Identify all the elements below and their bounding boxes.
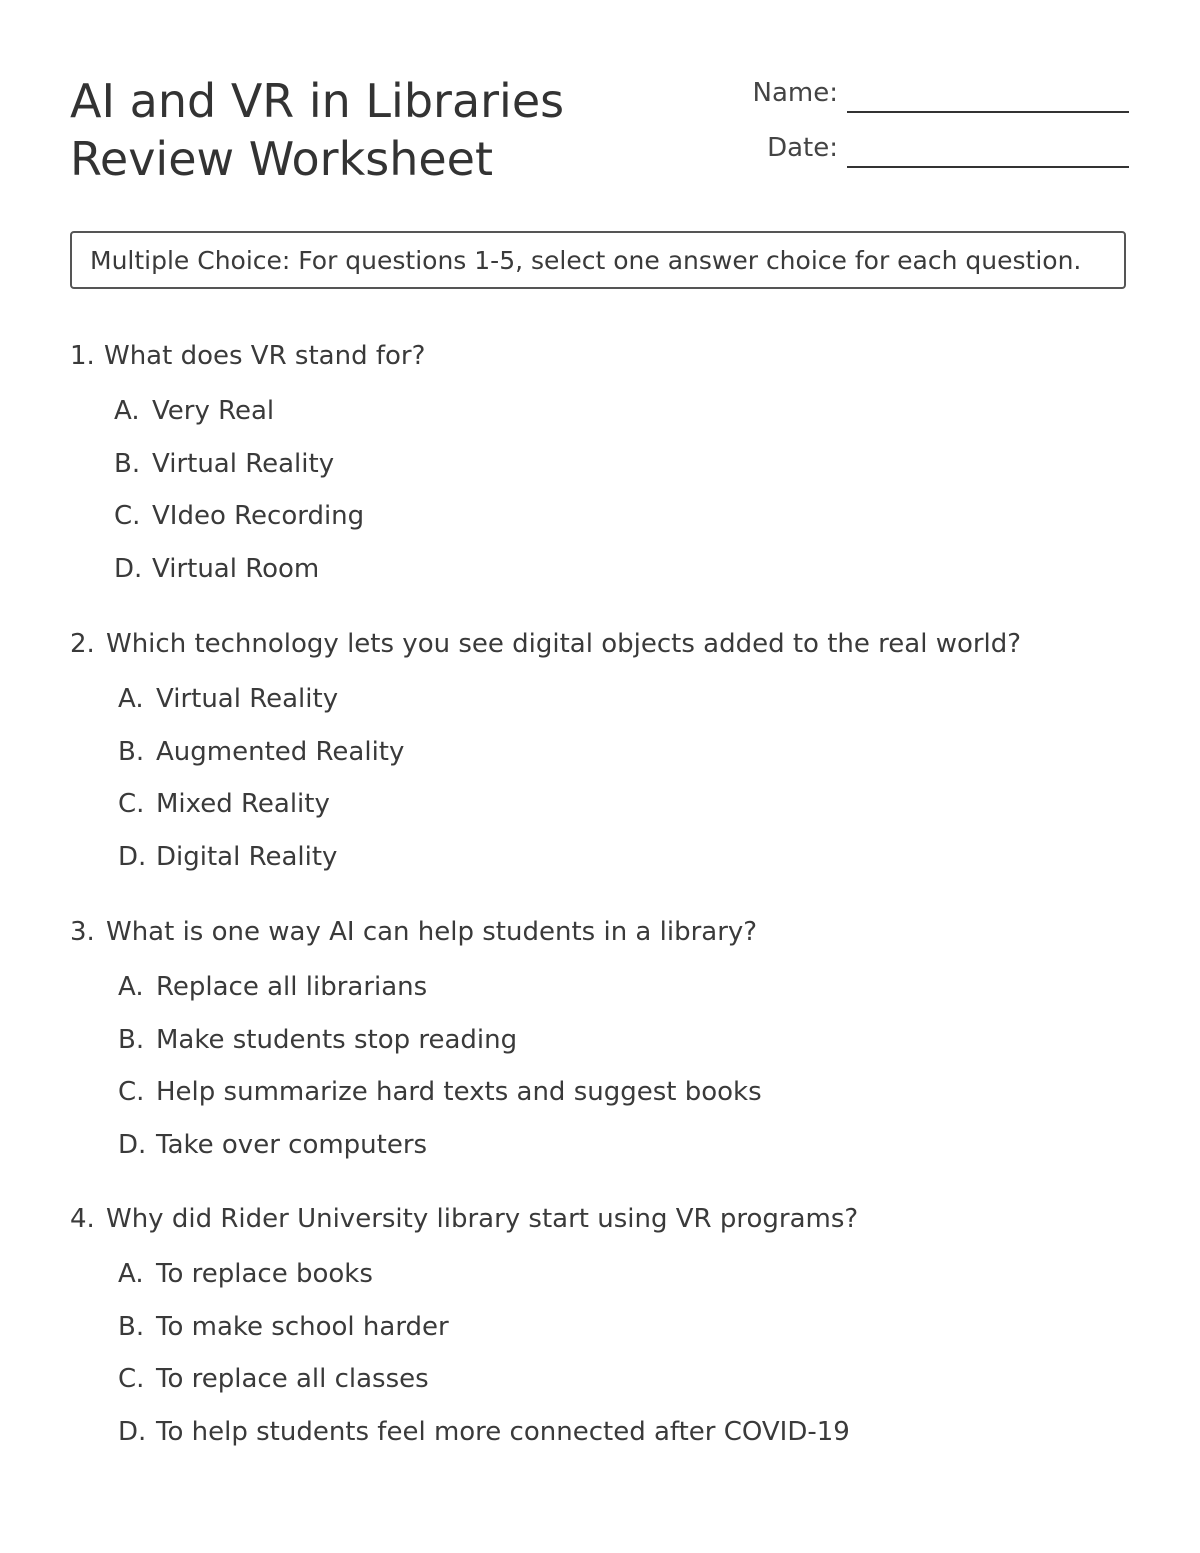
- choice-1c[interactable]: [70, 496, 1130, 549]
- choice-letter: B.: [118, 1311, 145, 1342]
- question-text: What does VR stand for?: [104, 341, 426, 371]
- choice-4b[interactable]: [70, 1307, 1130, 1360]
- choice-4a[interactable]: [70, 1254, 1130, 1307]
- choice-text: Virtual Reality: [152, 448, 335, 479]
- choice-text: To replace books: [156, 1259, 373, 1289]
- date-blank-line[interactable]: [847, 166, 1129, 168]
- question-text: What is one way AI can help students in a library?: [106, 917, 758, 947]
- question-text: Why did Rider University library start using VR programs?: [106, 1204, 859, 1234]
- choice-text: Virtual Room: [152, 553, 320, 584]
- choice-1d[interactable]: [70, 549, 1130, 602]
- choice-text: To make school harder: [156, 1311, 449, 1342]
- question-number: 2.: [70, 629, 95, 659]
- question-stem: [70, 624, 1130, 664]
- question-4: [70, 1199, 1130, 1464]
- choice-letter: D.: [118, 1129, 147, 1160]
- choice-1b[interactable]: [70, 444, 1130, 497]
- choice-letter: C.: [118, 1364, 145, 1394]
- choice-text: To help students feel more connected after COVID-19: [156, 1416, 850, 1447]
- choice-text: Augmented Reality: [156, 736, 405, 767]
- choice-text: Virtual Reality: [156, 684, 339, 714]
- worksheet-title: [70, 72, 564, 188]
- choice-letter: A.: [114, 396, 140, 426]
- name-label: Name:: [752, 78, 838, 108]
- name-field: [700, 78, 1130, 118]
- question-3: [70, 912, 1130, 1177]
- choice-text: Mixed Reality: [156, 789, 330, 819]
- choice-letter: D.: [118, 1416, 147, 1447]
- title-line-2: Review Worksheet: [70, 132, 493, 186]
- choice-2a[interactable]: [70, 679, 1130, 732]
- date-label: Date:: [767, 133, 838, 163]
- choice-1a[interactable]: [70, 391, 1130, 444]
- choice-letter: B.: [114, 448, 141, 479]
- question-number: 3.: [70, 917, 95, 947]
- choice-letter: D.: [114, 553, 143, 584]
- choice-2c[interactable]: [70, 784, 1130, 837]
- choice-3d[interactable]: [70, 1125, 1130, 1178]
- choice-2d[interactable]: [70, 837, 1130, 890]
- name-blank-line[interactable]: [847, 111, 1129, 113]
- choice-4c[interactable]: [70, 1359, 1130, 1412]
- choice-text: Digital Reality: [156, 841, 338, 872]
- question-stem: [70, 336, 1130, 376]
- choice-letter: B.: [118, 736, 145, 767]
- choice-letter: D.: [118, 841, 147, 872]
- choice-4d[interactable]: [70, 1412, 1130, 1465]
- choice-letter: C.: [118, 1077, 145, 1107]
- choice-3a[interactable]: [70, 967, 1130, 1020]
- choice-text: To replace all classes: [156, 1364, 429, 1394]
- question-stem: [70, 912, 1130, 952]
- question-text: Which technology lets you see digital objects added to the real world?: [106, 629, 1022, 659]
- choice-text: VIdeo Recording: [152, 501, 365, 531]
- question-1: [70, 336, 1130, 601]
- choice-letter: A.: [118, 684, 144, 714]
- choice-letter: A.: [118, 972, 144, 1002]
- choice-letter: A.: [118, 1259, 144, 1289]
- choice-letter: B.: [118, 1024, 145, 1055]
- choice-text: Very Real: [152, 396, 275, 426]
- choice-letter: C.: [114, 501, 141, 531]
- choice-text: Help summarize hard texts and suggest books: [156, 1077, 762, 1107]
- choice-text: Replace all librarians: [156, 972, 428, 1002]
- date-field: [700, 133, 1130, 173]
- choice-2b[interactable]: [70, 732, 1130, 785]
- instructions-box: Multiple Choice: For questions 1-5, select one answer choice for each question.: [70, 231, 1126, 289]
- question-stem: [70, 1199, 1130, 1239]
- choice-3b[interactable]: [70, 1020, 1130, 1073]
- choice-letter: C.: [118, 789, 145, 819]
- question-number: 4.: [70, 1204, 95, 1234]
- title-line-1: AI and VR in Libraries: [70, 74, 565, 128]
- question-2: [70, 624, 1130, 889]
- choice-text: Take over computers: [156, 1129, 428, 1160]
- choice-3c[interactable]: [70, 1072, 1130, 1125]
- question-number: 1.: [70, 341, 95, 371]
- choice-text: Make students stop reading: [156, 1024, 518, 1055]
